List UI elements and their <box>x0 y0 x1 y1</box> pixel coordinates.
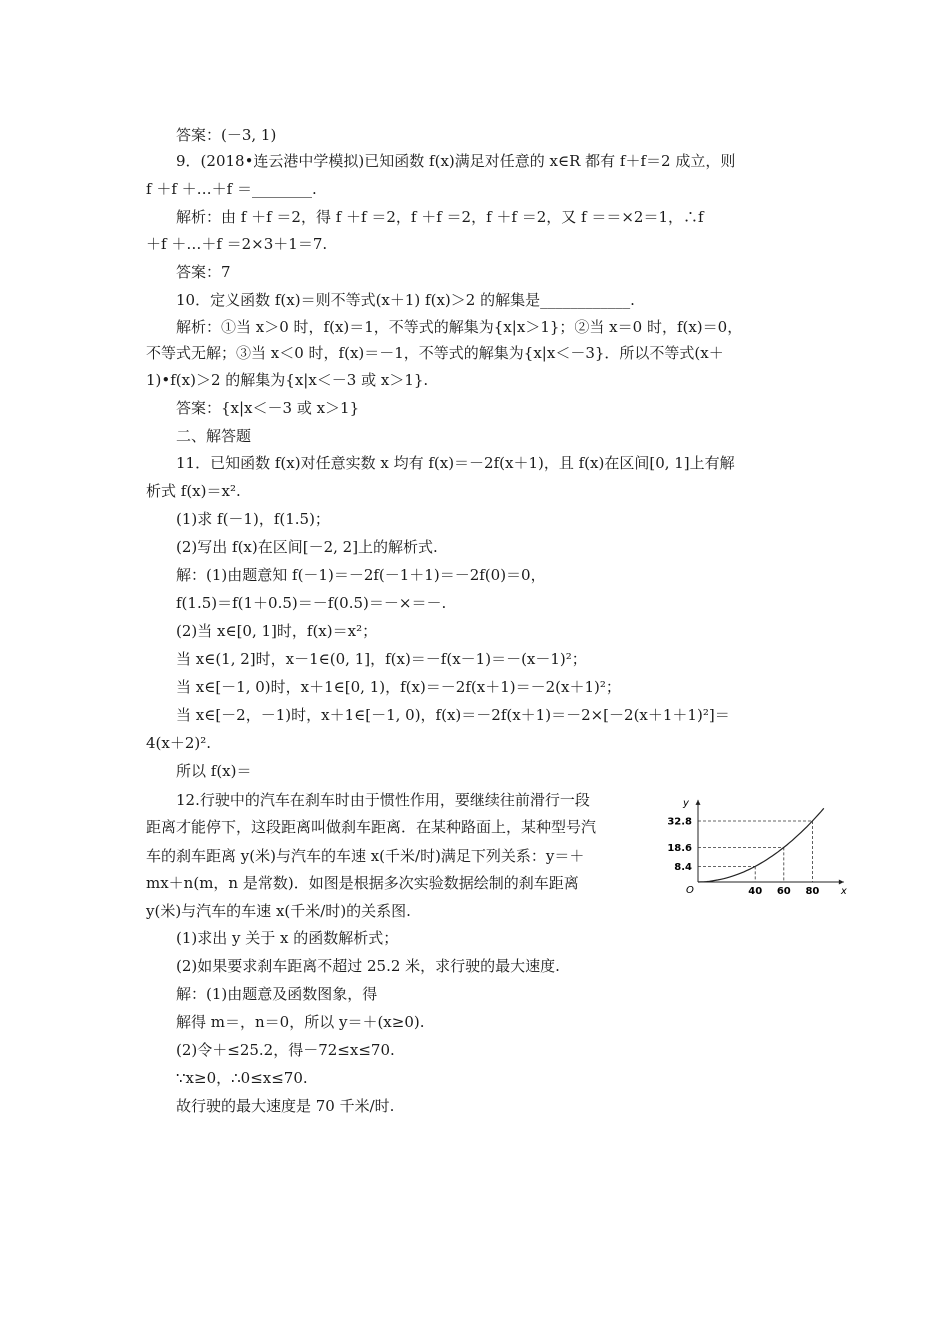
solution-10-line-1: 解析：①当 x＞0 时，f(x)＝1，不等式的解集为{x|x＞1}；②当 x＝0 时，f(x)＝0， <box>176 318 743 336</box>
x-tick-label: 40 <box>748 886 763 897</box>
braking-curve <box>698 808 824 882</box>
problem-12-line-4: mx＋n(m，n 是常数)．如图是根据多次实验数据绘制的刹车距离 <box>146 874 579 892</box>
solution-11-line-6: 当 x∈[－2，－1)时，x＋1∈[－1, 0)，f(x)＝－2f(x＋1)＝－2×[－2(x＋1＋1)²]＝ <box>176 706 730 724</box>
problem-11-part-2: (2)写出 f(x)在区间[－2, 2]上的解析式. <box>176 538 438 556</box>
solution-10-line-2: 不等式无解；③当 x＜0 时，f(x)＝－1，不等式的解集为{x|x＜－3}．所以不等式(x＋ <box>146 344 724 362</box>
section-heading: 二、解答题 <box>176 427 252 445</box>
y-tick-label: 18.6 <box>667 842 692 854</box>
solution-11-line-3: (2)当 x∈[0, 1]时，f(x)＝x²； <box>176 622 378 640</box>
solution-11-line-1: 解：(1)由题意知 f(－1)＝－2f(－1＋1)＝－2f(0)＝0， <box>176 566 546 584</box>
solution-11-line-5: 当 x∈[－1, 0)时，x＋1∈[0, 1)，f(x)＝－2f(x＋1)＝－2(x＋1)²； <box>176 678 621 696</box>
origin-label: O <box>686 885 694 896</box>
problem-9-line-1: 9．(2018•连云港中学模拟)已知函数 f(x)满足对任意的 x∈R 都有 f＋f＝2 成立，则 <box>176 152 736 170</box>
x-axis-label: x <box>840 886 847 897</box>
problem-11-line-1: 11．已知函数 f(x)对任意实数 x 均有 f(x)＝－2f(x＋1)，且 f(x)在区间[0, 1]上有解 <box>176 454 735 472</box>
solution-12-line-4: ∵x≥0，∴0≤x≤70. <box>176 1069 308 1087</box>
x-tick-label: 80 <box>805 886 820 897</box>
solution-11-line-7: 4(x＋2)². <box>146 734 212 752</box>
solution-12-line-3: (2)令＋≤25.2，得－72≤x≤70. <box>176 1041 395 1059</box>
solution-9-line-2: ＋f ＋…＋f ＝2×3＋1＝7. <box>146 235 328 253</box>
solution-12-line-5: 故行驶的最大速度是 70 千米/时. <box>176 1097 395 1115</box>
problem-11-part-1: (1)求 f(－1)，f(1.5)； <box>176 510 330 528</box>
answer-10: 答案：{x|x＜－3 或 x＞1} <box>176 399 360 417</box>
problem-12-part-2: (2)如果要求刹车距离不超过 25.2 米，求行驶的最大速度. <box>176 957 560 975</box>
y-axis-arrow <box>696 800 701 805</box>
solution-10-line-3: 1)•f(x)＞2 的解集为{x|x＜－3 或 x＞1}. <box>146 371 429 389</box>
solution-12-line-2: 解得 m＝，n＝0，所以 y＝＋(x≥0). <box>176 1013 425 1031</box>
problem-12-part-1: (1)求出 y 关于 x 的函数解析式； <box>176 929 399 947</box>
y-axis-label: y <box>683 797 689 809</box>
x-axis-arrow <box>839 880 844 885</box>
problem-9-line-2: f ＋f ＋…＋f ＝________. <box>146 180 317 198</box>
solution-11-line-4: 当 x∈(1, 2]时，x－1∈(0, 1]，f(x)＝－f(x－1)＝－(x－1)²； <box>176 650 587 668</box>
problem-11-line-2: 析式 f(x)＝x². <box>146 482 241 500</box>
solution-11-line-2: f(1.5)＝f(1＋0.5)＝－f(0.5)＝－×＝－. <box>176 594 447 612</box>
problem-12-line-2: 距离才能停下，这段距离叫做刹车距离．在某种路面上，某种型号汽 <box>146 818 597 836</box>
solution-9-line-1: 解析：由 f ＋f ＝2，得 f ＋f ＝2，f ＋f ＝2，f ＋f ＝2，又 f ＝＝×2＝1，∴f <box>176 208 704 226</box>
answer-9: 答案：7 <box>176 263 231 281</box>
braking-distance-chart <box>662 794 852 904</box>
problem-12-line-3: 车的刹车距离 y(米)与汽车的车速 x(千米/时)满足下列关系：y＝＋ <box>146 847 585 865</box>
solution-11-conclusion: 所以 f(x)＝ <box>176 762 252 780</box>
problem-12-line-5: y(米)与汽车的车速 x(千米/时)的关系图. <box>146 902 411 920</box>
y-tick-label: 32.8 <box>667 816 692 828</box>
x-tick-label: 60 <box>776 886 791 897</box>
answer-8: 答案：(－3, 1) <box>176 126 277 144</box>
solution-12-line-1: 解：(1)由题意及函数图象，得 <box>176 985 378 1003</box>
problem-10: 10．定义函数 f(x)＝则不等式(x＋1) f(x)＞2 的解集是____________. <box>176 291 635 309</box>
y-tick-label: 8.4 <box>674 861 692 873</box>
problem-12-line-1: 12.行驶中的汽车在刹车时由于惯性作用，要继续往前滑行一段 <box>176 791 590 809</box>
